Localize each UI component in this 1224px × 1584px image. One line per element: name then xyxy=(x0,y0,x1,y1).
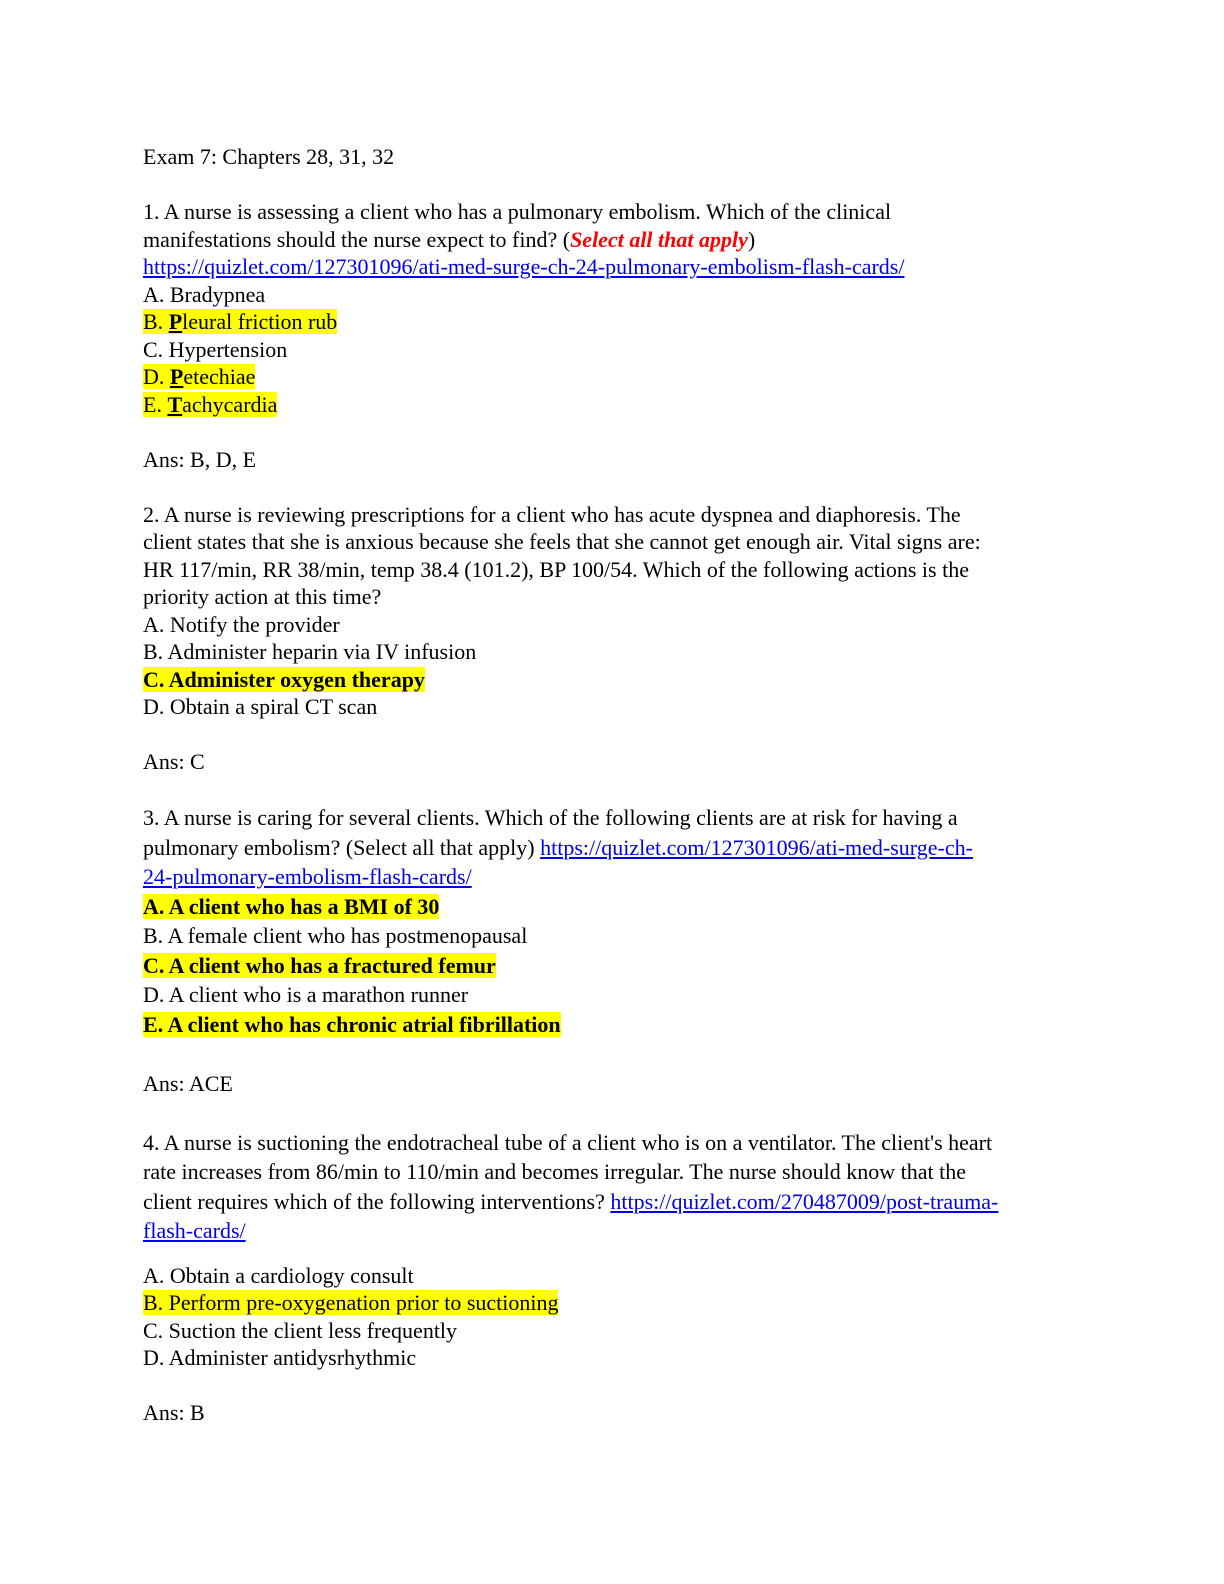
stem-text: client requires which of the following interventions? xyxy=(143,1188,611,1214)
spacer xyxy=(143,473,1083,501)
highlighted-option xyxy=(143,364,255,389)
answer: Ans: C xyxy=(143,749,205,774)
question-stem xyxy=(143,1187,1083,1217)
highlighted-option: E. A client who has chronic atrial fibrillation xyxy=(143,1011,561,1037)
option-text: leural friction rub xyxy=(182,309,338,334)
question-3 xyxy=(143,803,1083,1098)
stem-text: pulmonary embolism? (Select all that apply) xyxy=(143,834,541,860)
reference-link-line xyxy=(143,253,1083,281)
spacer xyxy=(143,1246,1083,1262)
option-text: etechiae xyxy=(183,364,256,389)
question-stem: 2. A nurse is reviewing prescriptions for a client who has acute dyspnea and diaphoresis. The xyxy=(143,501,961,527)
stem-text: manifestations should the nurse expect to find? ( xyxy=(143,226,571,252)
answer: Ans: B xyxy=(143,1400,205,1425)
option-d: D. A client who is a marathon runner xyxy=(143,982,469,1007)
option-a: A. Obtain a cardiology consult xyxy=(143,1262,414,1288)
highlighted-option: C. Administer oxygen therapy xyxy=(143,666,425,692)
highlighted-option xyxy=(143,392,277,417)
highlighted-option: C. A client who has a fractured femur xyxy=(143,952,496,978)
question-stem: 4. A nurse is suctioning the endotracheal tube of a client who is on a ventilator. The client's heart xyxy=(143,1129,993,1155)
question-stem: HR 117/min, RR 38/min, temp 38.4 (101.2), BP 100/54. Which of the following actions is the xyxy=(143,556,969,582)
option-initial: P xyxy=(168,309,183,334)
option-prefix: E. xyxy=(143,391,168,417)
option-e xyxy=(143,391,1083,419)
reference-link-line xyxy=(143,862,1083,892)
option-prefix: D. xyxy=(143,364,170,389)
option-d: D. Administer antidysrhythmic xyxy=(143,1345,417,1370)
option-a: A. Bradypnea xyxy=(143,281,266,307)
spacer xyxy=(143,721,1083,749)
option-d xyxy=(143,363,1083,391)
quizlet-link-continued[interactable]: 24-pulmonary-embolism-flash-cards/ xyxy=(143,864,472,889)
question-stem: 3. A nurse is caring for several clients. Which of the following clients are at risk for having a xyxy=(143,805,958,830)
question-stem: 1. A nurse is assessing a client who has a pulmonary embolism. Which of the clinical xyxy=(143,199,892,224)
option-initial: T xyxy=(167,391,183,417)
spacer xyxy=(143,1039,1083,1069)
question-1 xyxy=(143,198,1083,473)
option-initial: P xyxy=(169,364,184,389)
highlighted-option xyxy=(143,309,337,334)
question-stem xyxy=(143,833,1083,863)
option-b xyxy=(143,1289,1083,1317)
option-a xyxy=(143,892,1083,922)
answer: Ans: B, D, E xyxy=(143,446,257,472)
quizlet-link[interactable]: https://quizlet.com/270487009/post-trauma- xyxy=(610,1188,999,1214)
option-b: B. A female client who has postmenopausal xyxy=(143,923,528,948)
question-stem xyxy=(143,226,1083,254)
option-d: D. Obtain a spiral CT scan xyxy=(143,694,378,719)
option-c: C. Suction the client less frequently xyxy=(143,1317,458,1343)
quizlet-link-continued[interactable]: flash-cards/ xyxy=(143,1218,246,1243)
spacer xyxy=(143,776,1083,804)
question-stem: client states that she is anxious because she feels that she cannot get enough air. Vital signs are: xyxy=(143,529,981,554)
option-prefix: B. xyxy=(143,309,169,334)
spacer xyxy=(143,171,1083,199)
option-c: C. Hypertension xyxy=(143,336,288,362)
option-text: achycardia xyxy=(182,391,278,417)
option-e xyxy=(143,1010,1083,1040)
option-a: A. Notify the provider xyxy=(143,611,340,637)
highlighted-option: A. A client who has a BMI of 30 xyxy=(143,893,440,919)
answer: Ans: ACE xyxy=(143,1070,233,1096)
stem-text: ) xyxy=(747,226,756,252)
page-title: Exam 7: Chapters 28, 31, 32 xyxy=(143,144,395,169)
spacer xyxy=(143,418,1083,446)
document-page xyxy=(143,143,1083,1427)
highlighted-option: B. Perform pre-oxygenation prior to suctioning xyxy=(143,1290,559,1315)
question-2 xyxy=(143,501,1083,776)
quizlet-link[interactable]: https://quizlet.com/127301096/ati-med-surge-ch-24-pulmonary-embolism-flash-cards/ xyxy=(143,254,905,279)
option-c xyxy=(143,666,1083,694)
question-stem: rate increases from 86/min to 110/min and becomes irregular. The nurse should know that the xyxy=(143,1159,966,1184)
spacer xyxy=(143,1098,1083,1128)
question-4 xyxy=(143,1128,1083,1427)
option-c xyxy=(143,951,1083,981)
reference-link-line xyxy=(143,1216,1083,1246)
select-all-emphasis: Select all that apply xyxy=(570,226,748,252)
option-b: B. Administer heparin via IV infusion xyxy=(143,639,477,664)
quizlet-link[interactable]: https://quizlet.com/127301096/ati-med-surge-ch- xyxy=(540,834,973,860)
spacer xyxy=(143,1372,1083,1400)
question-stem: priority action at this time? xyxy=(143,584,382,609)
option-b xyxy=(143,308,1083,336)
